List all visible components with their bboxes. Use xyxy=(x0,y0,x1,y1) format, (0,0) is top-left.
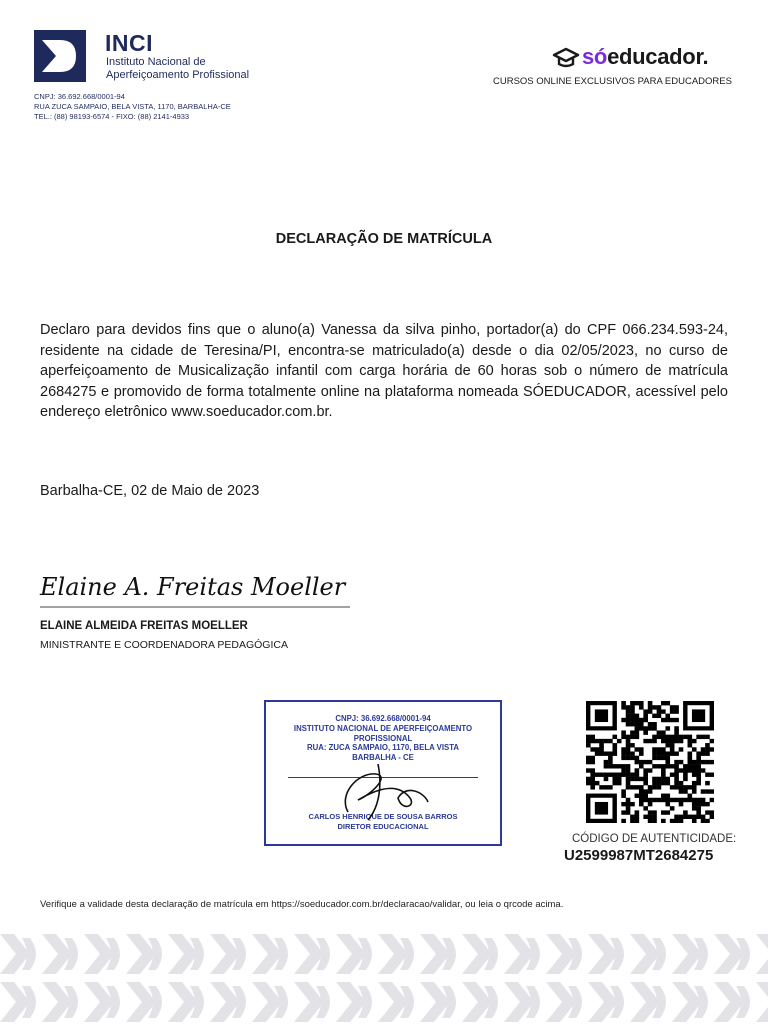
inci-logo-icon xyxy=(34,30,86,82)
inci-contact-info xyxy=(34,92,231,122)
inci-address: RUA ZUCA SAMPAIO, BELA VISTA, 1170, BARBALHA-CE xyxy=(34,102,231,111)
stamp-signer-name: CARLOS HENRIQUE DE SOUSA BARROS xyxy=(308,812,458,821)
inci-name: INCI xyxy=(105,30,153,56)
qr-code[interactable] xyxy=(586,701,714,823)
director-signature xyxy=(328,754,438,822)
inci-cnpj: CNPJ: 36.692.668/0001-94 xyxy=(34,92,125,101)
stamp-line: CNPJ: 36.692.668/0001-94 xyxy=(335,714,431,723)
footer-pattern xyxy=(0,930,768,1024)
soeducador-wordmark xyxy=(582,44,708,70)
authenticity-label: CÓDIGO DE AUTENTICIDADE: xyxy=(572,833,737,845)
graduation-cap-icon xyxy=(552,46,580,70)
footer-chevron xyxy=(756,982,768,1022)
verification-note: Verifique a validade desta declaração de matrícula em https://soeducador.com.br/declaracao/validar, ou leia o qrcode acima. xyxy=(40,899,564,910)
inci-phone: TEL.: (88) 98193-6574 - FIXO: (88) 2141-4933 xyxy=(34,112,190,121)
logo-educador: educador. xyxy=(607,44,709,69)
document-title: DECLARAÇÃO DE MATRÍCULA xyxy=(275,231,493,247)
signature-script: Elaine A. Freitas Moeller xyxy=(40,573,346,601)
stamp-signer-role: DIRETOR EDUCACIONAL xyxy=(337,821,429,831)
inci-full-name: Instituto Nacional de Aperfeiçoamento Profissional xyxy=(106,56,250,81)
logo-so: só xyxy=(582,44,608,69)
stamp-line: BARBALHA - CE xyxy=(352,753,414,763)
declaration-body: Declaro para devidos fins que o aluno(a) Vanessa da silva pinho, portador(a) do CPF 066.234.593-24, residente na cidade de Teresina/PI, encontra-se matriculado(a) desde o dia 02/05/2023, no curso de aperfeiçoamento de Musicalização infantil com carga horária de 60 horas sob o número de matrícula 2684275 e promovido de forma totalmente online na plataforma nomeada SÓEDUCADOR, acessível pelo endereço eletrônico www.soeducador.com.br. xyxy=(40,322,728,420)
authenticity-code: U2599987MT2684275 xyxy=(564,847,714,864)
stamp-line: RUA: ZUCA SAMPAIO, 1170, BELA VISTA xyxy=(306,743,460,753)
footer-chevron xyxy=(756,934,768,974)
signer-role: MINISTRANTE E COORDENADORA PEDAGÓGICA xyxy=(40,639,288,651)
stamp-line: INSTITUTO NACIONAL DE APERFEIÇOAMENTO xyxy=(293,723,473,733)
official-stamp xyxy=(264,700,502,846)
place-date: Barbalha-CE, 02 de Maio de 2023 xyxy=(40,483,260,499)
handwritten-signature xyxy=(36,565,356,610)
soeducador-tagline: CURSOS ONLINE EXCLUSIVOS PARA EDUCADORES xyxy=(493,76,732,87)
signer-name: ELAINE ALMEIDA FREITAS MOELLER xyxy=(40,620,248,632)
stamp-line: PROFISSIONAL xyxy=(353,733,413,743)
